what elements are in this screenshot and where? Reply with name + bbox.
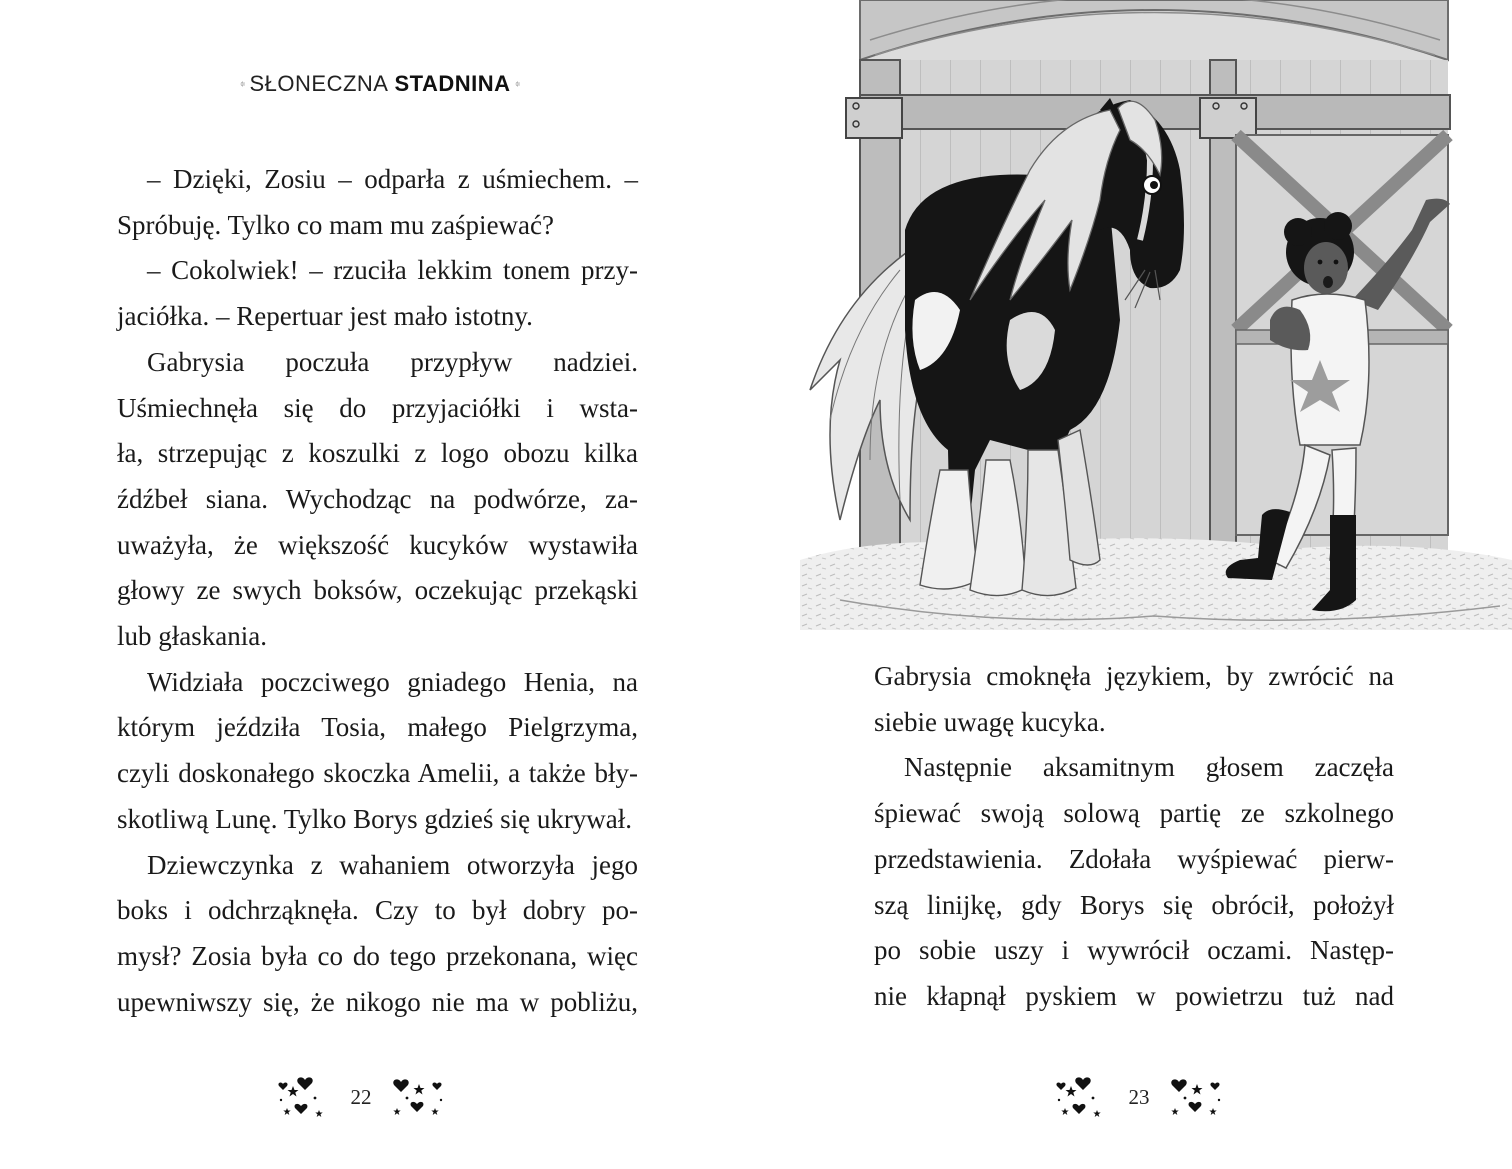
text-line: Gabrysia poczuła przypływ nadziei. bbox=[147, 346, 638, 377]
text-line: boks i odchrząknęła. Czy to był dobry po- bbox=[117, 895, 638, 926]
text-line: jaciółka. – Repertuar jest mało istotny. bbox=[117, 301, 533, 332]
text-line: – Dzięki, Zosiu – odparła z uśmiechem. – bbox=[147, 164, 638, 194]
text-line: śpiewać swoją solową partię ze szkolnego bbox=[874, 798, 1394, 829]
text-line: uważyła, że większość kucyków wystawiła bbox=[117, 529, 638, 560]
text-line: przedstawienia. Zdołała wyśpiewać pierw- bbox=[874, 843, 1394, 874]
paragraph bbox=[117, 340, 638, 660]
paragraph bbox=[117, 157, 638, 248]
text-line: nie kłapnął pyskiem w powietrzu tuż nad bbox=[874, 980, 1394, 1011]
text-line: po sobie uszy i wywrócił oczami. Następ- bbox=[874, 935, 1394, 966]
text-line: szą linijkę, gdy Borys się obrócił, położył bbox=[874, 889, 1394, 920]
text-line: lub głaskania. bbox=[117, 621, 267, 652]
hearts-and-stars-icon bbox=[1165, 1072, 1225, 1122]
text-line: którym jeździła Tosia, małego Pielgrzyma, bbox=[117, 712, 638, 743]
paragraph bbox=[117, 248, 638, 339]
stable-illustration bbox=[800, 0, 1512, 630]
text-line: siebie uwagę kucyka. bbox=[874, 706, 1106, 737]
text-line: upewniwszy się, że nikogo nie ma w pobliżu, bbox=[117, 986, 638, 1017]
text-line: Spróbuję. Tylko co mam mu zaśpiewać? bbox=[117, 209, 554, 240]
page-number: 23 bbox=[1128, 1084, 1150, 1109]
text-line: Uśmiechnęła się do przyjaciółki i wsta- bbox=[117, 392, 638, 423]
paragraph bbox=[874, 745, 1394, 1019]
text-line: Dziewczynka z wahaniem otworzyła jego bbox=[147, 849, 638, 880]
text-line: – Cokolwiek! – rzuciła lekkim tonem przy- bbox=[147, 255, 638, 286]
text-line: skotliwą Lunę. Tylko Borys gdzieś się ukrywał. bbox=[117, 803, 633, 834]
series-title-bold: STADNINA bbox=[394, 71, 511, 96]
text-line: Widziała poczciwego gniadego Henia, na bbox=[147, 666, 638, 697]
text-line: źdźbeł siana. Wychodząc na podwórze, za- bbox=[117, 483, 638, 514]
text-line: Następnie aksamitnym głosem zaczęła bbox=[904, 752, 1394, 783]
paragraph bbox=[874, 654, 1394, 745]
hearts-and-stars-icon bbox=[275, 1072, 335, 1122]
hearts-and-stars-icon bbox=[387, 1072, 447, 1122]
left-page-body-text bbox=[117, 157, 638, 1025]
hearts-and-stars-icon bbox=[1053, 1072, 1113, 1122]
text-line: głowy ze swych boksów, oczekując przekąski bbox=[117, 575, 638, 606]
text-line: ła, strzepując z koszulki z logo obozu kilka bbox=[117, 438, 638, 469]
text-line: Gabrysia cmoknęła językiem, by zwrócić na bbox=[874, 661, 1394, 691]
sparkle-icon bbox=[240, 69, 245, 99]
paragraph bbox=[117, 660, 638, 843]
text-line: mysł? Zosia była co do tego przekonana, więc bbox=[117, 940, 638, 971]
page-number: 22 bbox=[350, 1084, 372, 1109]
page-number-footer bbox=[1053, 1072, 1225, 1122]
page-number-footer bbox=[275, 1072, 447, 1122]
paragraph bbox=[117, 843, 638, 1026]
right-page-body-text bbox=[874, 654, 1394, 1020]
series-title-light: SŁONECZNA bbox=[249, 71, 389, 96]
sparkle-icon bbox=[515, 69, 520, 99]
running-header bbox=[240, 62, 520, 106]
text-line: czyli doskonałego skoczka Amelii, a także bły- bbox=[117, 758, 638, 789]
